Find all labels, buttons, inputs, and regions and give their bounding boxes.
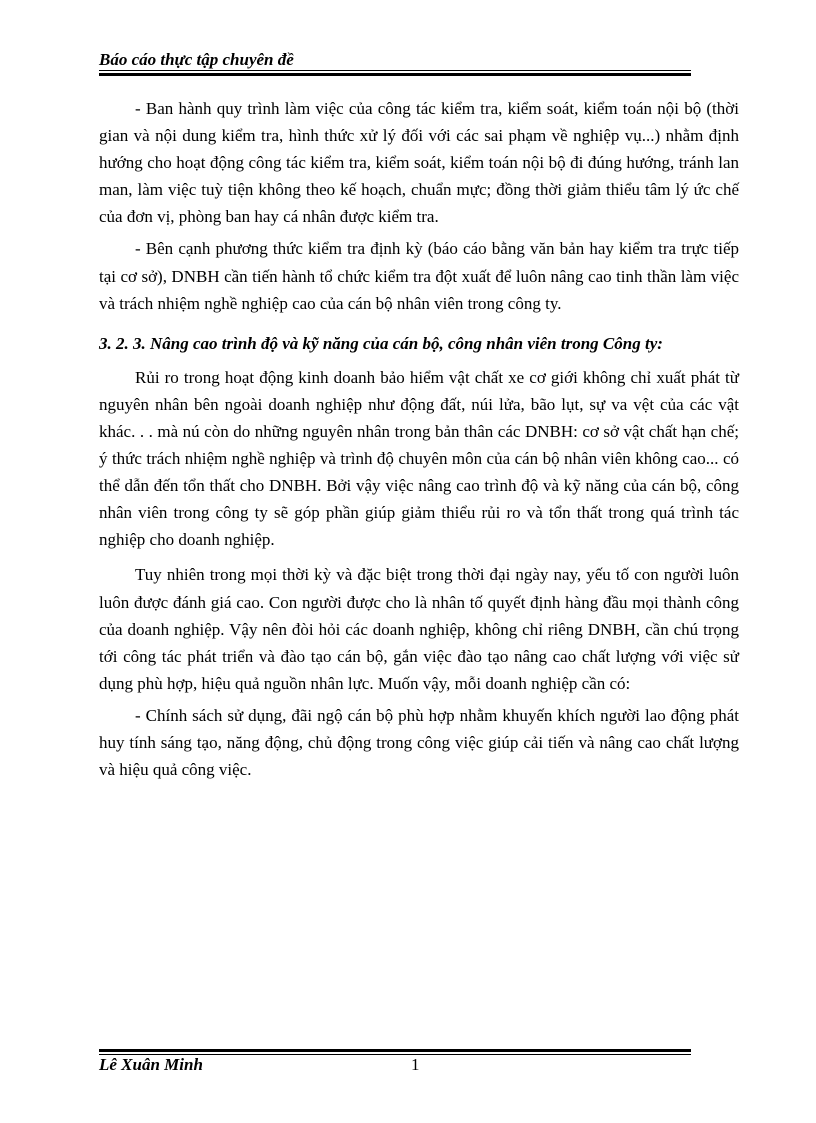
footer-author: Lê Xuân Minh: [99, 1055, 203, 1074]
body-paragraph: Tuy nhiên trong mọi thời kỳ và đặc biệt trong thời đại ngày nay, yếu tố con người luôn luôn được đánh giá cao. Con người được cho là nhân tố quyết định hàng đầu mọi thành công của doanh nghiệp. Vậy nên đòi hỏi các doanh nghiệp, không chỉ riêng DNBH, cần chú trọng tới công tác phát triển và đào tạo cán bộ, gắn việc đào tạo nâng cao chất lượng với việc sử dụng phù hợp, hiệu quả nguồn nhân lực. Muốn vậy, mỗi doanh nghiệp cần có:: [99, 565, 739, 693]
body-paragraph: - Ban hành quy trình làm việc của công tác kiểm tra, kiểm soát, kiểm toán nội bộ (thời gian và nội dung kiểm tra, hình thức xử lý đối với các sai phạm về nghiệp vụ...) nhằm định hướng cho hoạt động công tác kiểm tra, kiểm soát, kiểm toán nội bộ đi đúng hướng, tránh lan man, làm việc tuỳ tiện không theo kế hoạch, chuẩn mực; đồng thời giảm thiểu tâm lý ức chế của đơn vị, phòng ban hay cá nhân được kiểm tra.: [99, 99, 739, 227]
body-paragraph: - Bên cạnh phương thức kiểm tra định kỳ (báo cáo bằng văn bản hay kiểm tra trực tiếp tại cơ sở), DNBH cần tiến hành tổ chức kiểm tra đột xuất để luôn nâng cao tinh thần làm việc và trách nhiệm nghề nghiệp cao của cán bộ nhân viên trong công ty.: [99, 239, 739, 313]
header-rule-thin: [99, 70, 691, 71]
footer-rule-thick: [99, 1049, 691, 1052]
page-header-title: Báo cáo thực tập chuyên đề: [99, 50, 294, 69]
page-number: 1: [411, 1055, 420, 1074]
body-paragraph: - Chính sách sử dụng, đãi ngộ cán bộ phù hợp nhằm khuyến khích người lao động phát huy tính sáng tạo, năng động, chủ động trong công việc giúp cải tiến và nâng cao chất lượng và hiệu quả công việc.: [99, 705, 739, 780]
section-heading: 3. 2. 3. Nâng cao trình độ và kỹ năng của cán bộ, công nhân viên trong Công ty:: [99, 333, 663, 353]
body-paragraph: Rủi ro trong hoạt động kinh doanh bảo hiểm vật chất xe cơ giới không chỉ xuất phát từ nguyên nhân bên ngoài doanh nghiệp như động đất, núi lửa, bão lụt, sự va vệt của các vật khác. . . mà nú còn do những nguyên nhân trong bản thân các DNBH: cơ sở vật chất hạn chế; ý thức trách nhiệm nghề nghiệp và trình độ chuyên môn của cán bộ nhân viên không cao... có thể dẫn đến tổn thất cho DNBH. Bởi vậy việc nâng cao trình độ và kỹ năng của cán bộ, công nhân viên trong công ty sẽ góp phần giúp giảm thiểu rủi ro và tổn thất trong quá trình tác nghiệp cho doanh nghiệp.: [99, 367, 739, 550]
header-rule-thick: [99, 73, 691, 76]
document-body: [99, 95, 739, 783]
